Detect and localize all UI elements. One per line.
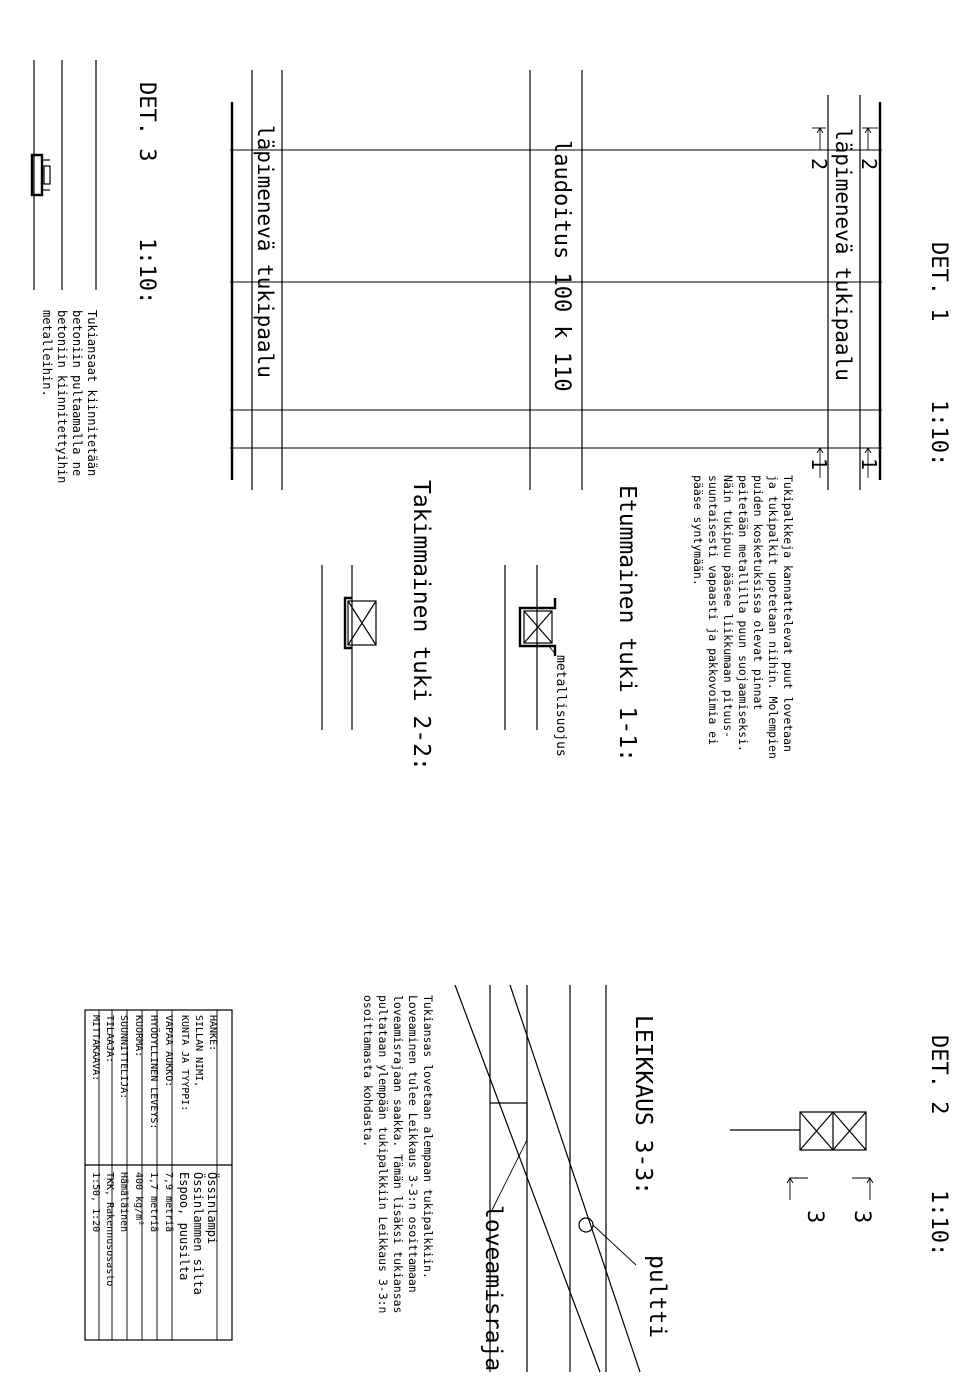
det1-note-line: Näin tukipuu pääsee liikkumaan pituus- bbox=[721, 475, 735, 739]
det2-drawing bbox=[730, 1112, 873, 1200]
tb-value-project: Össinlampi bbox=[205, 1172, 219, 1245]
tb-label-project: HANKE: bbox=[207, 1015, 218, 1052]
det1-note-line: peitetään metallilla puun suojaamiseksi. bbox=[736, 475, 750, 752]
det2-section-3-a: 3 bbox=[802, 1210, 827, 1224]
det1-scale: 1:10: bbox=[926, 400, 951, 467]
bolt-label: pultti bbox=[644, 1255, 670, 1339]
det3-group bbox=[32, 60, 159, 483]
tb-label-municipality: KUNTA JA TYYPPI: bbox=[179, 1015, 190, 1112]
det1-rear-support-title: Takimmainen tuki 2-2: bbox=[408, 480, 434, 771]
front-support-drawing bbox=[505, 565, 556, 730]
det3-note-line: betoniin kiinnitettyihin bbox=[55, 310, 69, 484]
tb-value-municipality: Espoo, puusilta bbox=[177, 1172, 191, 1281]
tb-value-designer: Hämäläinen bbox=[118, 1172, 129, 1233]
det1-section-2-a: 2 bbox=[857, 158, 881, 171]
det1-note bbox=[691, 475, 795, 759]
tb-label-scale: MITTAKAAVA: bbox=[90, 1015, 101, 1082]
tb-value-client: TKK, Rakennusosasto bbox=[104, 1172, 115, 1287]
rear-support-drawing bbox=[322, 565, 376, 730]
tb-label-width: HYÖDYLLINEN LEVEYS: bbox=[148, 1015, 159, 1130]
det2-title: DET. 2 bbox=[926, 1035, 951, 1115]
det1-note-line: suuntaisesti vapaasti ja pakkovoimia ei bbox=[706, 475, 720, 746]
det2-scale: 1:10: bbox=[926, 1190, 951, 1257]
det3-scale: 1:10: bbox=[134, 238, 159, 305]
det3-drawing bbox=[32, 60, 96, 290]
det3-note-line: betoniin pultaamalla ne bbox=[70, 310, 84, 477]
det3-title: DET. 3 bbox=[134, 82, 159, 162]
det1-section-1-a: 1 bbox=[857, 458, 881, 471]
det1-group bbox=[230, 70, 951, 771]
tb-label-designer: SUUNNITTELIJA: bbox=[118, 1015, 129, 1100]
det3-note bbox=[40, 310, 99, 483]
det1-note-line: ja tukipalkit upotetaan niihin. Molempien bbox=[766, 475, 780, 759]
det3-note-line: Tukiansaat kiinnitetään bbox=[85, 310, 99, 477]
det2-note-line: pultataan ylempään tukipalkkiin Leikkaus 3-3:n bbox=[376, 995, 390, 1314]
det1-front-support-title: Etummainen tuki 1-1: bbox=[614, 485, 640, 762]
det2-note-line: osoittamasta kohdasta. bbox=[361, 995, 375, 1148]
det1-note-line: puiden kosketuksissa olevat pinnat bbox=[751, 475, 765, 711]
det1-section-1-b: 1 bbox=[807, 458, 831, 471]
det2-group bbox=[361, 985, 951, 1372]
det2-section-3-b: 3 bbox=[849, 1210, 874, 1224]
det1-top-label: läpimenevä tukipaalu bbox=[831, 128, 855, 381]
det1-title: DET. 1 bbox=[926, 242, 951, 322]
tb-value-span: 7,9 metriä bbox=[163, 1172, 174, 1233]
tb-value-width: 1,7 metriä bbox=[148, 1172, 159, 1233]
det2-note-line: Tukiansas lovetaan alempaan tukipalkkiin. bbox=[421, 995, 435, 1279]
det1-bottom-label: läpimenevä tukipaalu bbox=[253, 125, 277, 378]
title-block bbox=[85, 1010, 232, 1340]
metal-cover-label: metallisuojus bbox=[553, 655, 568, 757]
tb-label-bridge-name: SILLAN NIMI, bbox=[193, 1015, 204, 1088]
det2-note-line: loveamisrajaan saakka. Tämän lisäksi tukiansas bbox=[391, 995, 405, 1314]
tb-label-load: KUORMA: bbox=[133, 1015, 144, 1058]
section-3-3-title: LEIKKAUS 3-3: bbox=[630, 1015, 656, 1196]
tb-value-load: 400 kg/m² bbox=[133, 1172, 144, 1227]
det1-note-line: pääse syntymään. bbox=[691, 475, 705, 586]
det3-note-line: metalleihin. bbox=[40, 310, 54, 397]
det1-middle-label: laudoitus 100 k 110 bbox=[549, 140, 574, 392]
tb-value-bridge-name: Össinlammen silta bbox=[191, 1172, 205, 1295]
det2-note-line: Loveaminen tulee Leikkaus 3-3:n osoittamaan bbox=[406, 995, 420, 1293]
tb-label-client: TILAAJA: bbox=[104, 1015, 115, 1064]
det2-note bbox=[361, 995, 435, 1314]
tb-value-scale: 1:50, 1:20 bbox=[90, 1172, 101, 1233]
det1-note-line: Tukipalkkeja kannattelevat puut lovetaan bbox=[781, 475, 795, 752]
notch-limit-label: loveamisraja bbox=[480, 1205, 506, 1372]
tb-label-span: VAPAA AUKKO: bbox=[163, 1015, 174, 1088]
det1-section-2-b: 2 bbox=[807, 158, 831, 171]
